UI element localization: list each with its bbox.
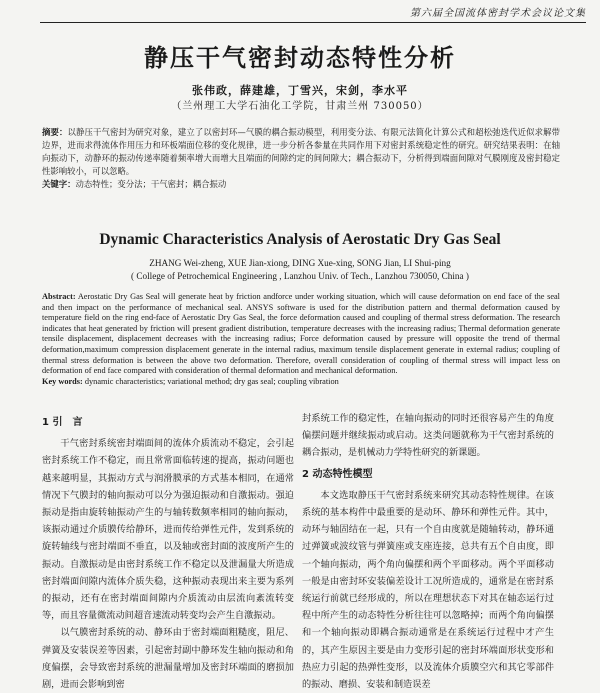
abstract-en-label: Abstract: <box>42 292 76 301</box>
authors-en: ZHANG Wei-zheng, XUE Jian-xiong, DING Xue-xing, SONG Jian, LI Shui-ping <box>149 258 451 268</box>
paragraph: 以气膜密封系统的动、静环由于密封端面粗糙度，阻尼、弹簧及安装误差等因素，引起密封副中静环发生轴向振动和角度偏摆，会导致密封系统的泄漏量增加及密封环端面的磨损加剧，进而会影响到密 <box>42 627 294 691</box>
keywords-en-label: Key words: <box>42 376 83 386</box>
paper-title-cn: 静压干气密封动态特性分析 <box>144 44 456 72</box>
paragraph: 本文选取静压干气密封系统来研究其动态特性规律。在该系统的基本构件中最重要的是动环、静环和弹性元件。其中，动环与轴固结在一起，只有一个自由度就是随轴转动，静环通过弹簧或波纹管与弹簧座或支座连接，总共有五个自由度，即一个轴向振动，两个角向偏摆和两个平面移动。两个平面移动一般是由密封环安装偏差设计工况所造成的，通常是在密封系统运行前就已经形成的，所以在理想状态下对其在轴态运行过程中所产生的动态特性分析往往可以忽略掉；而两个角向偏摆和一个轴向振动即耦合振动通常是在系统运行过程中才产生的，其产生原因主要是由力变形引起的密封环端面形状变形和热应力引起的热弹性变形，以及流体介质膜空穴和其它零部件的振动、磨损、安装和制造误差 <box>302 489 554 691</box>
affiliation-en: ( College of Petrochemical Engineering , Lanzhou Univ. of Tech., Lanzhou 730050, China ) <box>131 271 469 281</box>
section-heading-model: 2 动态特性模型 <box>302 468 373 480</box>
authors-cn: 张伟政，薛建雄，丁雪兴，宋剑，李水平 <box>192 84 408 97</box>
affiliation-cn: （兰州理工大学石油化工学院，甘肃兰州 730050） <box>171 101 429 112</box>
abstract-cn-label: 摘要： <box>42 127 68 137</box>
keywords-cn: 动态特性；变分法；干气密封；耦合振动 <box>75 179 227 189</box>
keywords-cn-label: 关键字： <box>42 179 76 189</box>
section-heading-introduction: 1 引 言 <box>42 417 83 428</box>
abstract-en-text: Aerostatic Dry Gas Seal will generate heat by friction andforce under working situation, which will cause deformation on end face of the seal and then impact on the performance of mechanical seal. ANSYS software is used for the distribution pattern and thermal deformation caused by temperature field on the ring end-face of Aerostatic Dry Gas Seal, the force deformation caused and coupling of thermal stress deformation. The research indicates that heat generated by friction will present gradient distribution, temperature decreases with the increasing radius; Thermal deformation generate tensile displacement, displacement decreases with the increasing radius; Force deformation caused by pressure will opposite the trend of thermal deformation,maximum compression displacement generate in the internal radius, maximum tensile displacement generate in external radius; coupling of thermal stress deformation is between the above two deformation. Therefore, overall consideration of coupling of thermal stress will impact less on deformation of end face compared with consideration of thermal deformation and mechanical deformation. <box>42 292 560 376</box>
abstract-cn-text: 以静压干气密封为研究对象，建立了以密封环—气膜的耦合振动模型，利用变分法、有限元法简化计算公式和超松弛迭代近似求解带边界，进而求得流体作用压力和环板端面位移的变化规律，进一步分析各参量在共同作用下对密封系统稳定性的研究。研究结果表明：在轴向振动下，动静环的振动传递率随着频率增大而增大且端面的间隙约定的间间隙大；耦合振动下，分析得到端面间隙对气膜刚度及密封稳定性影响较小，可以忽略。 <box>42 127 560 176</box>
abstract-en <box>42 292 560 387</box>
paragraph: 封系统工作的稳定性，在轴向振动的同时还很容易产生的角度偏摆问题并继续振动或启动。这类问题就称为干气密封系统的耦合振动，是机械动力学特性研究的新课题。 <box>302 413 554 459</box>
abstract-cn <box>42 126 560 191</box>
keywords-en: dynamic characteristics; variational method; dry gas seal; coupling vibration <box>82 376 339 386</box>
paper-title-en: Dynamic Characteristics Analysis of Aerostatic Dry Gas Seal <box>99 231 501 248</box>
paragraph: 干气密封系统密封端面间的流体介质流动不稳定，会引起密封系统工作不稳定，而且常常面临转速的提高，振动问题也越来越明显，其振动方式与润滑膜承的方式基本相同，在通常情况下气膜封的轴向振动可以分为强迫振动和自激振动。强迫振动是指由旋转轴振动产生的与轴转数频率相同的轴向振动，该振动通过介质膜传给静环，进而传给弹性元件，发到系统的旋转轴线与密封端面不垂直，以及轴或密封面的波度所产生的振动。自激振动是由密封系统工作不稳定以及泄漏量大所造成密封端面间隙内流体介质失稳，这种振动表现出来主要为系列的振动，还有在密封端面间隙内介质流动由层流向紊流转变等，而且容量微流动间超音速流动转变均会产生自激振动。 <box>42 438 294 622</box>
body-column-right <box>302 410 554 693</box>
body-column-left <box>42 410 294 693</box>
running-header: 第六届全国流体密封学术会议论文集 <box>40 4 586 23</box>
